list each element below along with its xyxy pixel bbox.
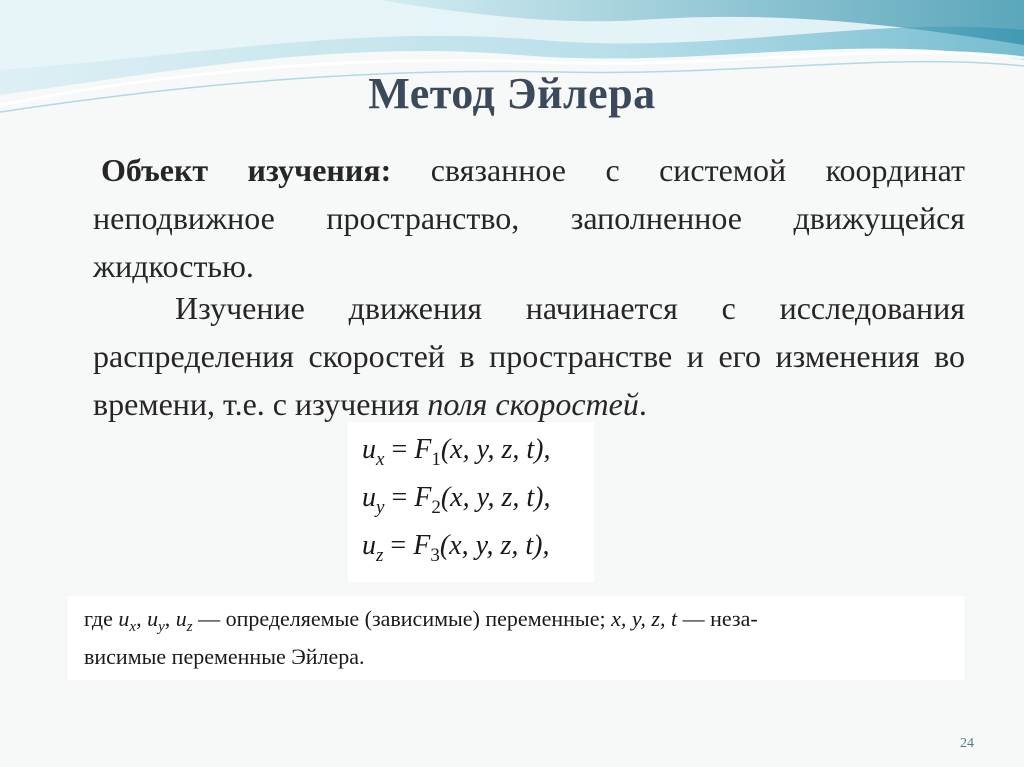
formula-f: F <box>414 434 432 465</box>
note-independent-vars: x, y, z, t <box>611 606 678 631</box>
paragraph-object-lead: Объект изучения: <box>101 152 392 188</box>
note-sep: , <box>164 606 176 631</box>
note-sub-x: x <box>129 619 137 635</box>
note-sep: , <box>136 606 148 631</box>
formula-u: u <box>362 530 376 561</box>
slide-title: Метод Эйлера <box>368 69 656 118</box>
formula-u: u <box>362 434 376 465</box>
note-line-2: висимые переменные Эйлера. <box>84 644 365 669</box>
note-dependent-text: — определяемые (зависимые) переменные; <box>192 606 612 631</box>
note-u: u <box>118 606 130 631</box>
paragraph-study-end: . <box>638 386 647 422</box>
paragraph-study-emphasis: поля скоростей <box>427 386 639 422</box>
formula-args: (x, y, z, t), <box>440 434 551 465</box>
formula-u-sub: z <box>376 545 384 566</box>
variables-note <box>68 596 964 680</box>
note-sub-y: y <box>158 619 165 635</box>
paragraph-study <box>93 284 965 428</box>
paragraph-study-text: Изучение движения начинается с исследования распределения скоростей в пространстве и его изменения во времени, т.е. с изучения <box>93 290 965 422</box>
formula-args: (x, y, z, t), <box>440 482 551 513</box>
formula-u-sub: y <box>376 497 385 518</box>
paragraph-object <box>93 146 965 290</box>
page-number: 24 <box>960 736 974 751</box>
formula-f-sub: 2 <box>431 497 441 518</box>
note-independent-text: — неза- <box>677 606 758 631</box>
formula-f-sub: 1 <box>431 449 441 470</box>
note-line-1 <box>84 606 758 635</box>
formula-row-uy: $u_y = F_2(x$, y, z, t), <box>362 482 551 518</box>
formula-f: F <box>413 530 431 561</box>
note-u: u <box>175 606 187 631</box>
note-u: u <box>147 606 159 631</box>
formula-u: u <box>362 482 376 513</box>
formula-f: F <box>414 482 432 513</box>
formula-args: (x, y, z, t), <box>439 530 550 561</box>
formula-row-uz: $u_z = F_3(x$, y, z, t), <box>362 530 550 566</box>
formula-row-ux: $u_x = F_1(x$, y, z, t), <box>362 434 551 470</box>
paragraph-object-text: связанное с системой координат неподвижное пространство, заполненное движущейся жидкостью. <box>93 152 965 284</box>
note-sub-z: z <box>186 619 193 635</box>
formula-f-sub: 3 <box>430 545 440 566</box>
formula-u-sub: x <box>376 449 385 470</box>
velocity-field-formulas <box>348 422 594 582</box>
note-where: где <box>84 606 119 631</box>
